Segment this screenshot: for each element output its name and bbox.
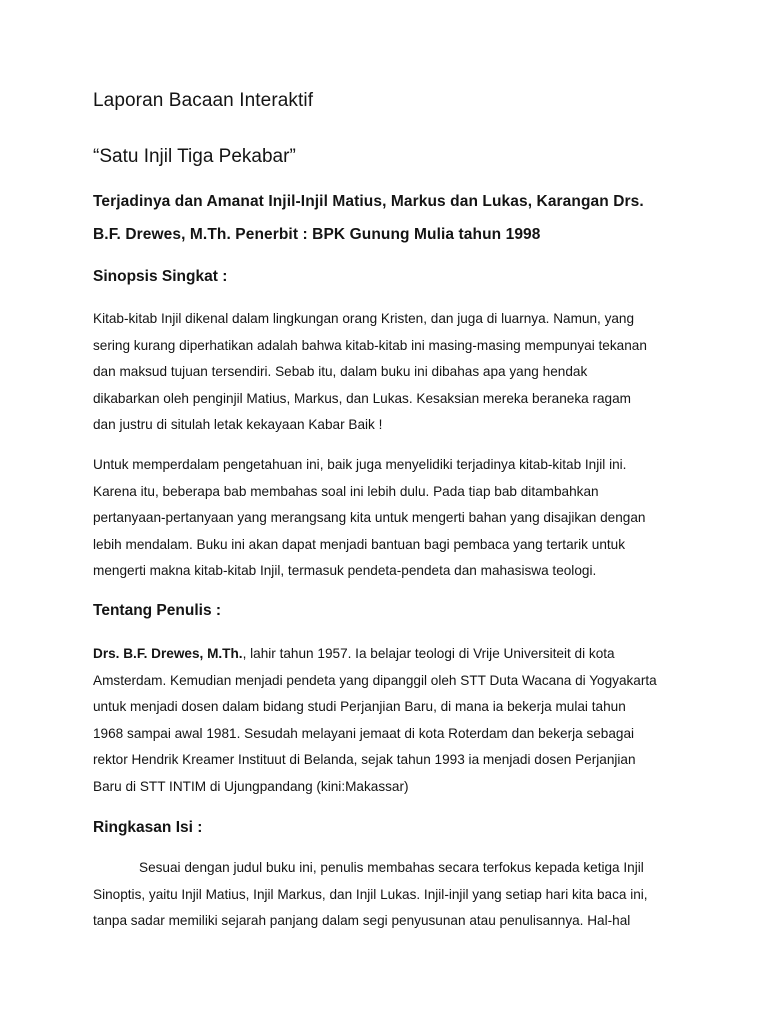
- text-line: dan maksud tujuan tersendiri. Sebab itu, dalam buku ini dibahas apa yang hendak: [93, 364, 588, 379]
- subtitle-line-2: B.F. Drewes, M.Th. Penerbit : BPK Gunung Mulia tahun 1998: [93, 226, 541, 243]
- text-line: dan justru di situlah letak kekayaan Kabar Baik !: [93, 417, 383, 432]
- author-name: Drs. B.F. Drewes, M.Th.: [93, 646, 243, 661]
- text-line: Kitab-kitab Injil dikenal dalam lingkungan orang Kristen, dan juga di luarnya. Namun, yang: [93, 311, 635, 326]
- text-line: Baru di STT INTIM di Ujungpandang (kini:Makassar): [93, 778, 409, 794]
- text-line: sering kurang diperhatikan adalah bahwa kitab-kitab ini masing-masing mempunyai tekanan: [93, 337, 647, 353]
- text-line: Amsterdam. Kemudian menjadi pendeta yang dipanggil oleh STT Duta Wacana di Yogyakarta: [93, 672, 657, 688]
- author-line-rest: , lahir tahun 1957. Ia belajar teologi di Vrije Universiteit di kota: [242, 646, 615, 661]
- report-title: Laporan Bacaan Interaktif: [93, 90, 314, 111]
- synopsis-paragraph-2: [93, 452, 645, 585]
- book-title: “Satu Injil Tiga Pekabar”: [93, 146, 296, 167]
- text-line: 1968 sampai awal 1981. Sesudah melayani jemaat di kota Roterdam dan bekerja sebagai: [93, 725, 635, 741]
- text-line: tanpa sadar memiliki sejarah panjang dalam segi penyusunan atau penulisannya. Hal-hal: [93, 913, 631, 928]
- text-line: lebih mendalam. Buku ini akan dapat menjadi bantuan bagi pembaca yang tertarik untuk: [93, 536, 626, 552]
- author-paragraph: [93, 641, 657, 800]
- subtitle-line-1: Terjadinya dan Amanat Injil-Injil Matius, Markus dan Lukas, Karangan Drs.: [93, 193, 644, 210]
- text-line: pertanyaan-pertanyaan yang merangsang kita untuk mengerti bahan yang disajikan dengan: [93, 510, 646, 525]
- text-line: mengerti makna kitab-kitab Injil, termasuk pendeta-pendeta dan mahasiswa teologi.: [93, 563, 597, 578]
- summary-heading: Ringkasan Isi :: [93, 819, 203, 836]
- text-line: Sesuai dengan judul buku ini, penulis membahas secara terfokus kepada ketiga Injil: [139, 860, 644, 875]
- text-line: Sinoptis, yaitu Injil Matius, Injil Markus, dan Injil Lukas. Injil-injil yang setiap hari kita baca ini,: [93, 886, 648, 902]
- text-line: dikabarkan oleh penginjil Matius, Markus, dan Lukas. Kesaksian mereka beraneka ragam: [93, 390, 632, 406]
- text-line: Karena itu, beberapa bab membahas soal ini lebih dulu. Pada tiap bab ditambahkan: [93, 483, 599, 499]
- summary-paragraph: [93, 855, 648, 935]
- synopsis-heading: Sinopsis Singkat :: [93, 268, 228, 285]
- synopsis-paragraph-1: [93, 306, 647, 439]
- text-line: rektor Hendrik Kreamer Instituut di Belanda, sejak tahun 1993 ia menjadi dosen Perjanjian: [93, 752, 636, 767]
- text-line: [93, 641, 657, 668]
- text-line: Untuk memperdalam pengetahuan ini, baik juga menyelidiki terjadinya kitab-kitab Injil ini.: [93, 457, 627, 472]
- text-line: untuk menjadi dosen dalam bidang studi Perjanjian Baru, di mana ia bekerja mulai tahun: [93, 699, 626, 714]
- author-heading: Tentang Penulis :: [93, 602, 222, 619]
